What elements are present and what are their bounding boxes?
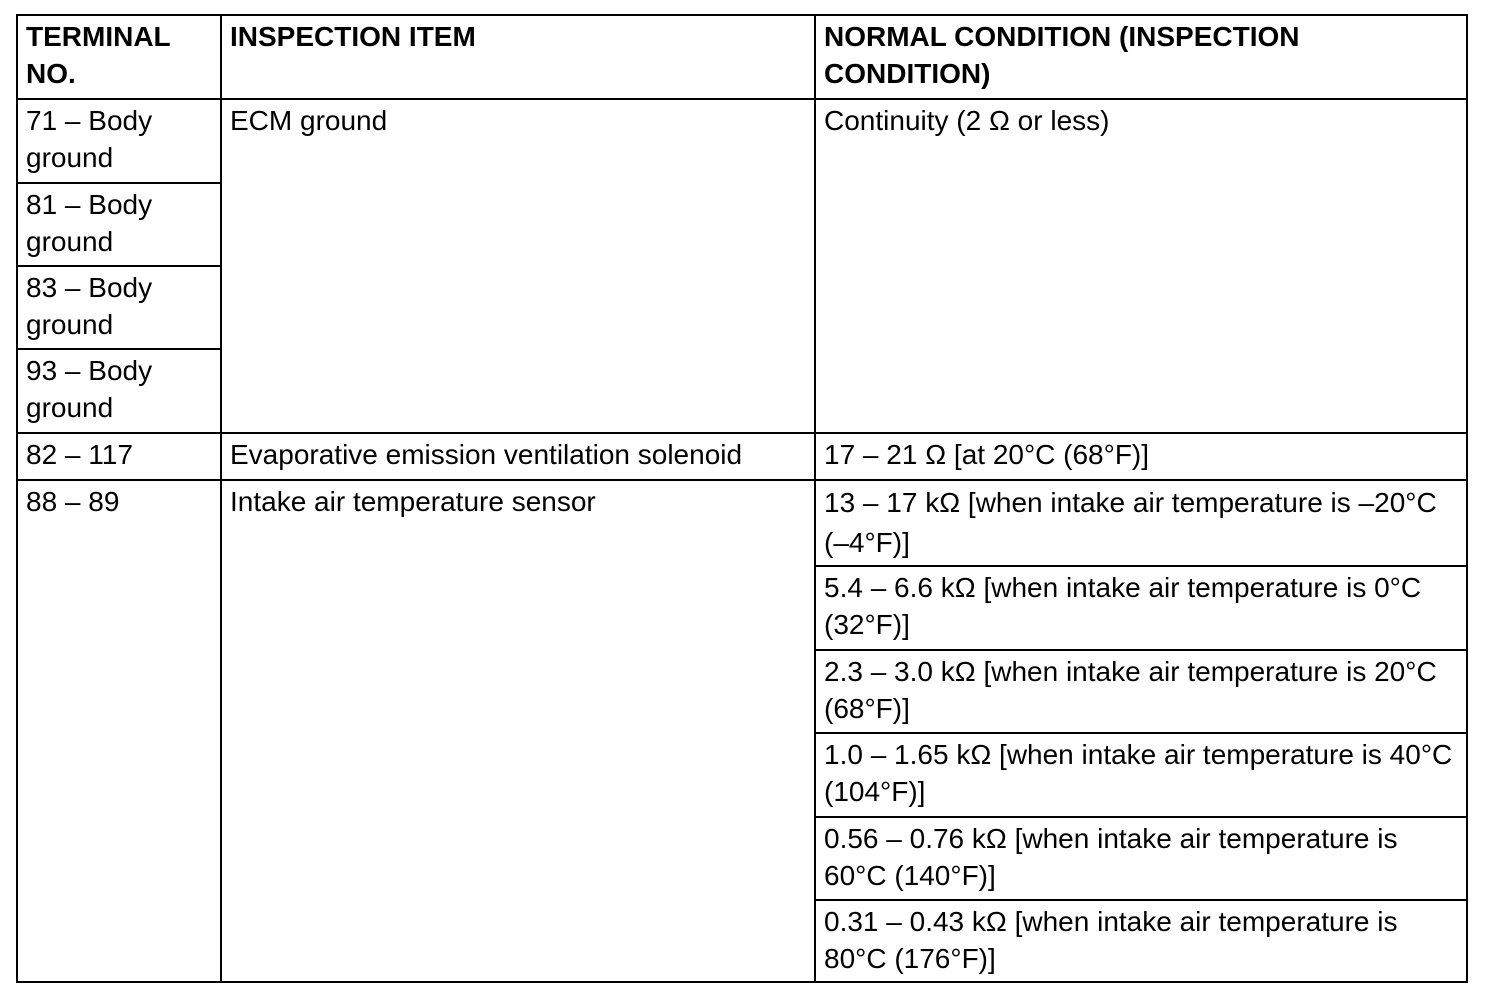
terminal-93: 93 – Body ground <box>26 355 153 423</box>
terminal-83: 83 – Body ground <box>26 272 153 340</box>
header-terminal: TERMINAL NO. <box>26 21 171 89</box>
item-evap-solenoid: Evaporative emission ventilation solenoid <box>230 439 743 470</box>
condition-iat-40: 1.0 – 1.65 kΩ [when intake air temperature is 40°C (104°F)] <box>824 739 1453 807</box>
condition-iat-20: 2.3 – 3.0 kΩ [when intake air temperature is 20°C (68°F)] <box>824 656 1437 724</box>
condition-iat-80: 0.31 – 0.43 kΩ [when intake air temperature is 80°C (176°F)] <box>824 906 1398 974</box>
terminal-88-89: 88 – 89 <box>26 486 120 517</box>
terminal-81: 81 – Body ground <box>26 189 153 257</box>
header-normal-condition: NORMAL CONDITION (INSPECTION CONDITION) <box>824 21 1300 89</box>
item-intake-air-sensor: Intake air temperature sensor <box>230 486 596 517</box>
condition-solenoid-resistance: 17 – 21 Ω [at 20°C (68°F)] <box>824 439 1150 470</box>
item-ecm-ground: ECM ground <box>230 105 388 136</box>
inspection-table <box>16 14 1468 983</box>
header-inspection-item: INSPECTION ITEM <box>230 21 476 52</box>
terminal-71: 71 – Body ground <box>26 105 153 173</box>
condition-iat-minus20: 13 – 17 kΩ [when intake air temperature is –20°C (–4°F)] <box>824 487 1437 558</box>
condition-iat-60: 0.56 – 0.76 kΩ [when intake air temperature is 60°C (140°F)] <box>824 823 1398 891</box>
condition-iat-0: 5.4 – 6.6 kΩ [when intake air temperature is 0°C (32°F)] <box>824 572 1422 640</box>
condition-continuity: Continuity (2 Ω or less) <box>824 105 1110 136</box>
terminal-82-117: 82 – 117 <box>26 439 133 470</box>
